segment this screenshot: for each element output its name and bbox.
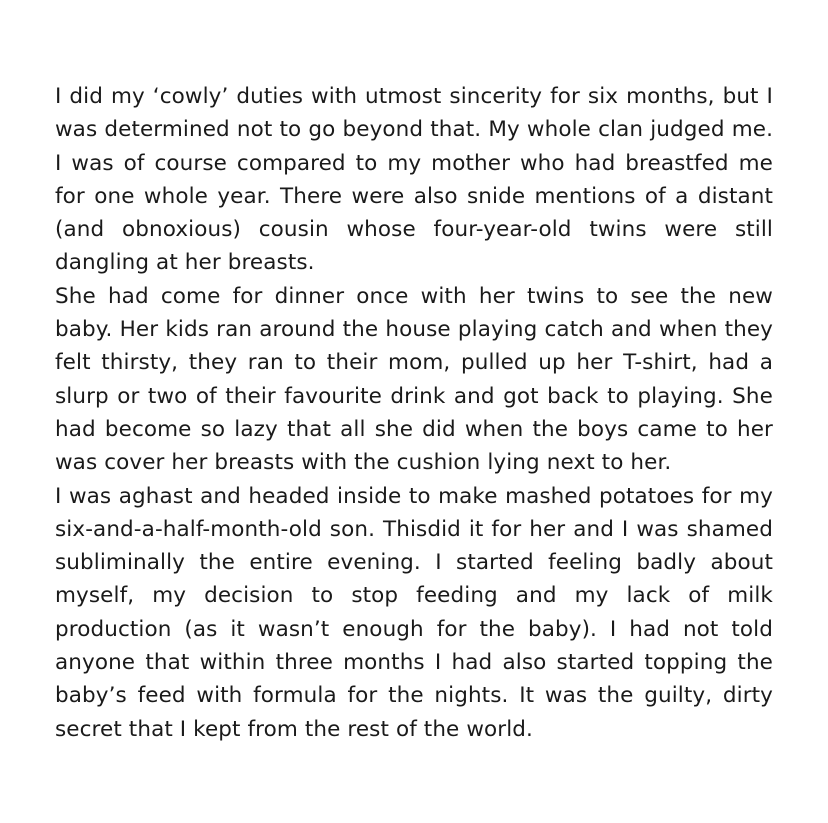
document-page (55, 80, 773, 746)
paragraph-3: I was aghast and headed inside to make mashed potatoes for my six-and-a-half-month-old son. Thisdid it for her and I was shamed subliminally the entire evening. I started feeling badly about myself, my decision to stop feeding and my lack of milk production (as it wasn’t enough for the baby). I had not told anyone that within three months I had also started topping the baby’s feed with formula for the nights. It was the guilty, dirty secret that I kept from the rest of the world. (55, 483, 773, 742)
paragraph-1: I did my ‘cowly’ duties with utmost sincerity for six months, but I was determined not to go beyond that. My whole clan judged me. I was of course compared to my mother who had breastfed me for one whole year. There were also snide mentions of a distant (and obnoxious) cousin whose four-year-old twins were still dangling at her breasts. (55, 84, 773, 276)
paragraph-2: She had come for dinner once with her twins to see the new baby. Her kids ran around the house playing catch and when they felt thirsty, they ran to their mom, pulled up her T-shirt, had a slurp or two of their favourite drink and got back to playing. She had become so lazy that all she did when the boys came to her was cover her breasts with the cushion lying next to her. (55, 283, 773, 476)
